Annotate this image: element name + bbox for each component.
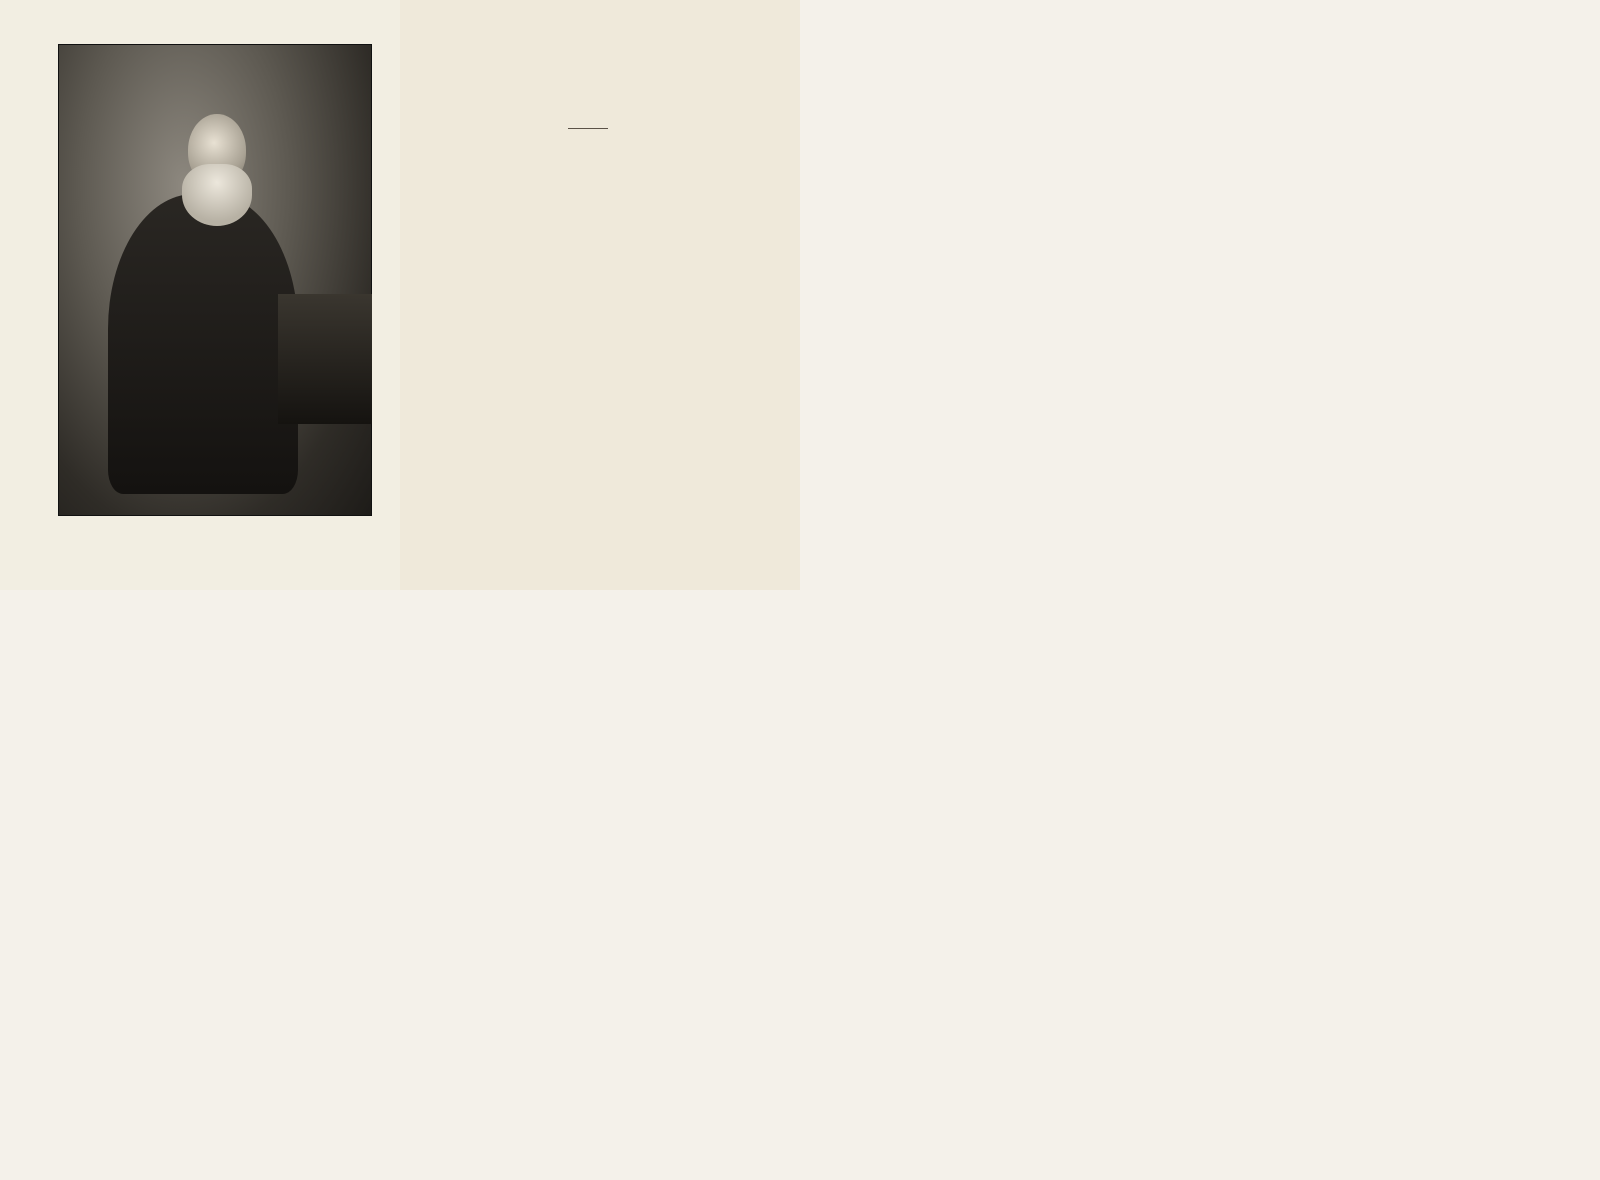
- portrait-beard: [182, 164, 252, 226]
- bissell-portrait-photo: [58, 44, 372, 516]
- seated-figure: [108, 194, 298, 494]
- table-with-cloth: [278, 294, 372, 424]
- page-bissell-biography: [400, 0, 800, 590]
- title-rule: [568, 128, 608, 129]
- page-bissell-portrait: [0, 0, 400, 590]
